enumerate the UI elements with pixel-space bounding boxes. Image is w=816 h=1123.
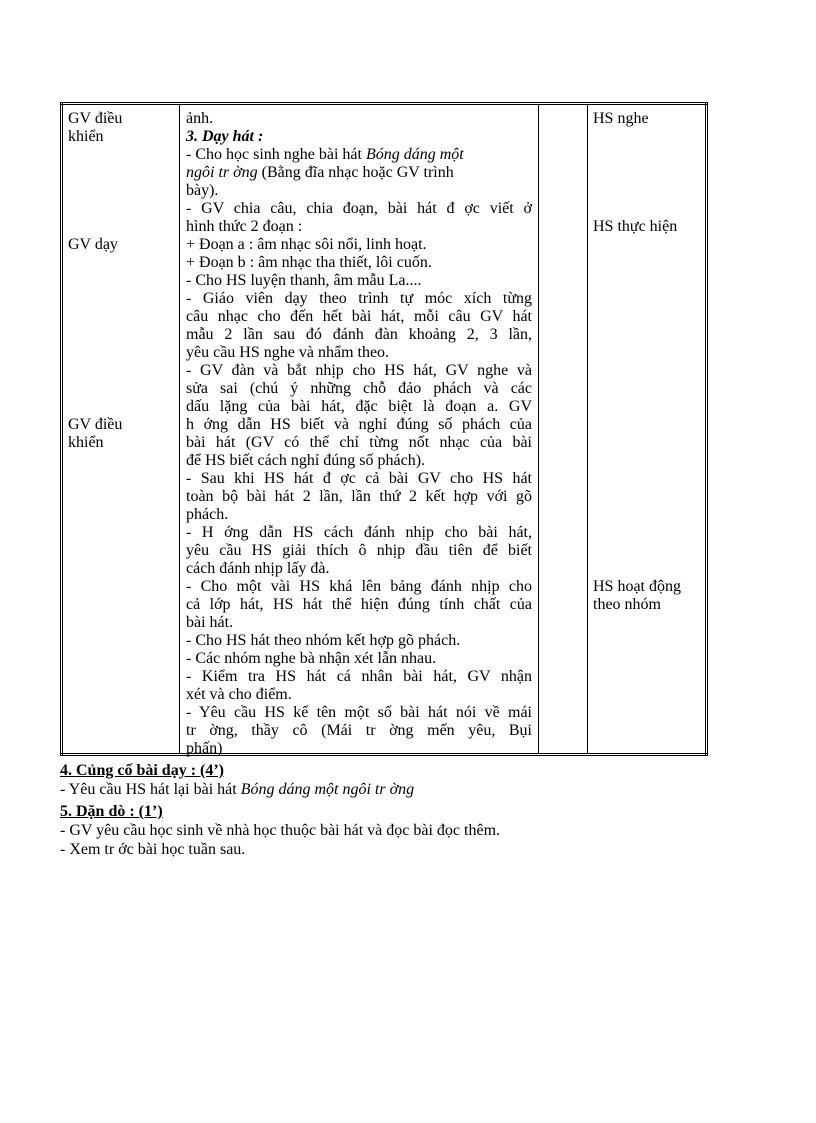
lesson-content-line: 3. Dạy hát : bbox=[186, 128, 264, 145]
lesson-content-line: + Đoạn b : âm nhạc tha thiết, lôi cuốn. bbox=[186, 254, 432, 271]
lesson-content-line: yêu cầu HS nghe và nhẩm theo. bbox=[186, 344, 390, 361]
lesson-content-line: ảnh. bbox=[186, 110, 214, 127]
teacher-activity-line: khiển bbox=[68, 434, 104, 451]
lesson-content-line: toàn bộ bài hát 2 lần, lần thứ 2 kết hợp với gõ bbox=[186, 488, 532, 505]
lesson-content-line bbox=[186, 164, 532, 182]
content-text: - Cho học sinh nghe bài hát bbox=[186, 146, 366, 163]
teacher-activity-line: GV điều bbox=[68, 110, 123, 127]
lesson-content-line: hình thức 2 đoạn : bbox=[186, 218, 303, 235]
student-activity-line: HS nghe bbox=[593, 110, 649, 127]
lesson-content-line: yêu cầu HS giải thích ô nhịp đầu tiên để biết bbox=[186, 542, 532, 559]
section-4-line bbox=[60, 781, 414, 799]
lesson-content-line: - GV đàn và bắt nhịp cho HS hát, GV nghe và bbox=[186, 362, 532, 379]
song-title: Bóng dáng một ngôi tr ờng bbox=[240, 781, 415, 798]
student-activity-line: HS hoạt động bbox=[593, 578, 681, 595]
section-5-heading bbox=[60, 803, 163, 821]
teacher-activity-line: GV dạy bbox=[68, 236, 118, 253]
lesson-content-line: câu nhạc cho đến hết bài hát, mỗi câu GV hát bbox=[186, 308, 532, 325]
lesson-content-line: cách đánh nhịp lấy đà. bbox=[186, 560, 330, 577]
section-4-number: 4. bbox=[60, 762, 72, 779]
lesson-content-line: - Cho HS luyện thanh, âm mẫu La.... bbox=[186, 272, 422, 289]
section-4-text: - Yêu cầu HS hát lại bài hát bbox=[60, 781, 241, 798]
lesson-content-line: - Sau khi HS hát đ ợc cả bài GV cho HS hát bbox=[186, 470, 532, 487]
section-4-heading bbox=[60, 762, 224, 780]
teacher-activity-cell bbox=[62, 104, 180, 755]
student-activity-line: HS thực hiện bbox=[593, 218, 678, 235]
lesson-plan-table bbox=[60, 102, 708, 756]
lesson-content-line: - GV chia câu, chia đoạn, bài hát đ ợc viết ở bbox=[186, 200, 532, 217]
section-5-line-1: - GV yêu cầu học sinh về nhà học thuộc bài hát và đọc bài đọc thêm. bbox=[60, 822, 501, 839]
section-5-line-2: - Xem tr ớc bài học tuần sau. bbox=[60, 841, 246, 858]
lesson-content-line: cả lớp hát, HS hát thể hiện đúng tính chất của bbox=[186, 596, 532, 613]
section-4-title: Củng cố bài dạy : (4’) bbox=[76, 762, 225, 779]
lesson-content-line: phấn) bbox=[186, 740, 223, 757]
empty-cell bbox=[539, 104, 588, 755]
lesson-content-line: sửa sai (chú ý những chỗ đảo phách và các bbox=[186, 380, 532, 397]
teacher-activity-line: khiển bbox=[68, 128, 104, 145]
lesson-content-line: - Giáo viên dạy theo trình tự móc xích từng bbox=[186, 290, 532, 307]
lesson-content-line: bài hát. bbox=[186, 614, 234, 631]
lesson-content-line: bài hát (GV có thể chỉ từng nốt nhạc của bài bbox=[186, 434, 532, 451]
lesson-content-line: - Yêu cầu HS kể tên một số bài hát nói về mái bbox=[186, 704, 532, 721]
lesson-content-line: xét và cho điểm. bbox=[186, 686, 292, 703]
lesson-content-line: h ớng dẫn HS biết và nghỉ đúng số phách của bbox=[186, 416, 532, 433]
lesson-content-line: phách. bbox=[186, 506, 229, 523]
lesson-content-line: để HS biết cách nghỉ đúng số phách). bbox=[186, 452, 426, 469]
lesson-content-cell bbox=[180, 104, 539, 755]
content-text: (Bằng đĩa nhạc hoặc GV trình bbox=[257, 164, 454, 181]
lesson-content-line: bày). bbox=[186, 182, 219, 199]
lesson-content-line: dấu lặng của bài hát, đặc biệt là đoạn a. GV bbox=[186, 398, 532, 415]
student-activity-line: theo nhóm bbox=[593, 596, 661, 613]
lesson-content-line: - Các nhóm nghe bà nhận xét lẫn nhau. bbox=[186, 650, 437, 667]
lesson-content-line: - H ớng dẫn HS cách đánh nhịp cho bài hát, bbox=[186, 524, 532, 541]
song-title: ngôi tr ờng bbox=[186, 164, 258, 181]
lesson-content-line: + Đoạn a : âm nhạc sôi nổi, linh hoạt. bbox=[186, 236, 427, 253]
lesson-content-line bbox=[186, 146, 532, 164]
lesson-content-line: mẫu 2 lần sau đó đánh đàn khoảng 2, 3 lần, bbox=[186, 326, 532, 343]
song-title: Bóng dáng một bbox=[365, 146, 464, 163]
section-5-number: 5. bbox=[60, 803, 72, 820]
student-activity-cell bbox=[588, 104, 707, 755]
section-5-title: Dặn dò : (1’) bbox=[76, 803, 163, 820]
lesson-content-line: tr ờng, thầy cô (Mái tr ờng mến yêu, Bụi bbox=[186, 722, 532, 739]
lesson-content-line: - Kiểm tra HS hát cá nhân bài hát, GV nhận bbox=[186, 668, 532, 685]
lesson-content-line: - Cho một vài HS khá lên bảng đánh nhịp cho bbox=[186, 578, 532, 595]
teacher-activity-line: GV điều bbox=[68, 416, 123, 433]
lesson-content-line: - Cho HS hát theo nhóm kết hợp gõ phách. bbox=[186, 632, 461, 649]
